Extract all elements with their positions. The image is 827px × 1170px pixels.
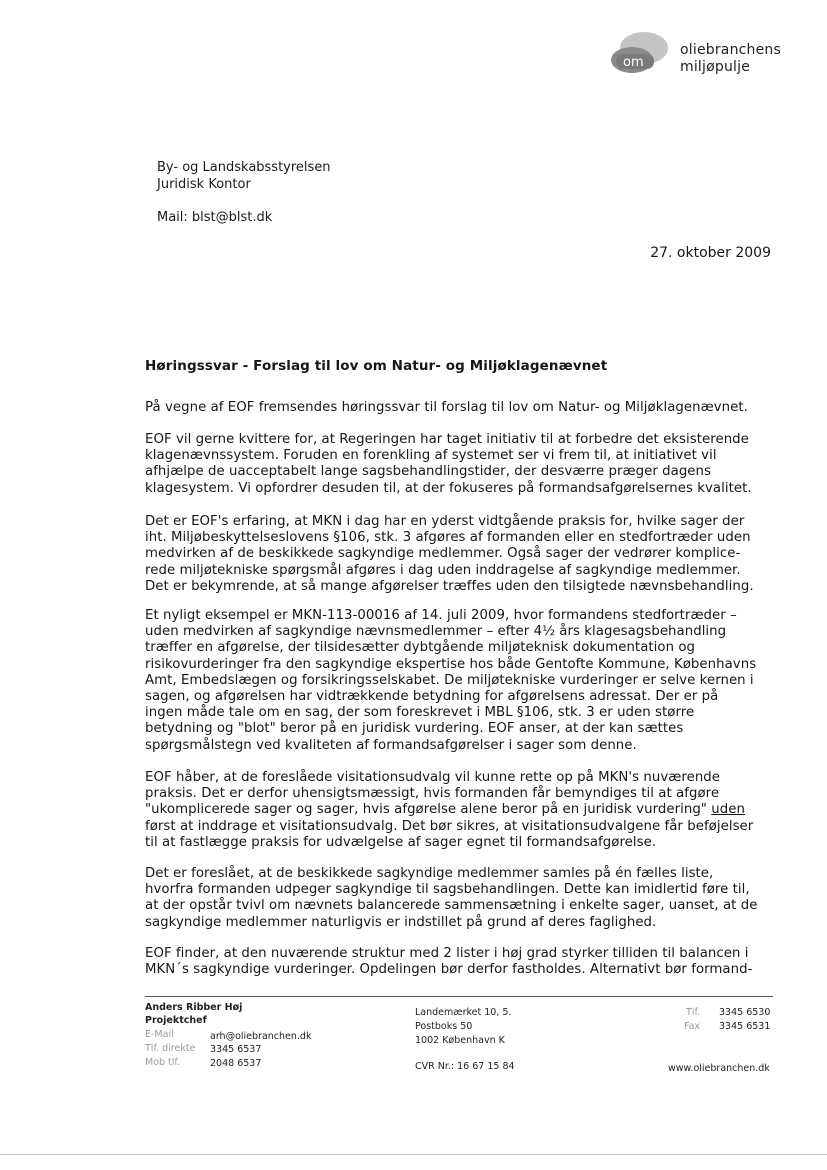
logo-mark-text: om: [623, 55, 644, 70]
text-line: Amt, Embedslægen og forsikringsselskabet. De miljøtekniske vurderinger er selve kernen i: [145, 672, 754, 688]
footer-address-line-3: 1002 København K: [415, 1035, 505, 1046]
footer-name: Anders Ribber Høj: [145, 1002, 243, 1013]
text-line: klagenævnssystem. Foruden en forenkling af systemet ser vi frem til, at initiativet vil: [145, 448, 717, 464]
company-logo-mark: [610, 30, 670, 76]
footer-direct-phone: 3345 6537: [210, 1044, 262, 1055]
text-line: praksis. Det er derfor uhensigtsmæssigt, hvis formanden får bemyndiges til at afgøre: [145, 786, 720, 802]
footer-email[interactable]: arh@oliebranchen.dk: [210, 1031, 312, 1042]
logo-line-1: oliebranchens: [680, 42, 782, 58]
text-line: spørgsmålstegn ved kvaliteten af formandsafgørelser i sager som denne.: [145, 737, 637, 753]
letter-subject: Høringssvar - Forslag til lov om Natur- og Miljøklagenævnet: [145, 358, 608, 374]
text-line: Det er foreslået, at de beskikkede sagkyndige medlemmer samles på én fælles liste,: [145, 866, 714, 881]
text-line: træffer en afgørelse, der tilsidesætter dybtgående miljøteknisk dokumentation og: [145, 640, 696, 656]
text-line: EOF finder, at den nuværende struktur med 2 lister i høj grad styrker tilliden til balancen i: [145, 946, 749, 961]
text-line: iht. Miljøbeskyttelseslovens §106, stk. 3 afgøres af formanden eller en stedfortræder uden: [145, 530, 751, 546]
text-line: Et nyligt eksempel er MKN-113-00016 af 14. juli 2009, hvor formandens stedfortræder –: [145, 608, 737, 623]
paragraph-4: [145, 608, 770, 754]
paragraph-3: [145, 514, 770, 595]
text-line: uden medvirken af sagkyndige nævnsmedlemmer – efter 4½ års klagesagsbehandling: [145, 624, 727, 640]
text-line: EOF vil gerne kvittere for, at Regeringen har taget initiativ til at forbedre det eksisterende: [145, 432, 749, 447]
text-line: betydning og "blot" beror på en juridisk vurdering. EOF anser, at der kan sættes: [145, 721, 684, 737]
footer-fax-label: Fax: [684, 1021, 701, 1032]
logo-line-2: miljøpulje: [680, 59, 751, 75]
recipient-line-1: By- og Landskabsstyrelsen: [157, 160, 331, 175]
letter-date: 27. oktober 2009: [650, 245, 771, 261]
text-line: Det er bekymrende, at så mange afgørelser træffes uden den tilsigtede nævnsbehandling.: [145, 578, 754, 594]
text-line: til at fastlægge praksis for udvælgelse af sager egnet til formandsafgørelse.: [145, 834, 657, 850]
text-line: På vegne af EOF fremsendes høringssvar til forslag til lov om Natur- og Miljøklagenævnet.: [145, 400, 748, 415]
text-line: sagkyndige medlemmer naturligvis er indstillet på grund af deres faglighed.: [145, 914, 657, 930]
paragraph-5: [145, 770, 770, 851]
footer-email-label: E-Mail: [145, 1029, 174, 1040]
text-line: rede miljøtekniske spørgsmål afgøres i dag uden inddragelse af sagkyndige medlemmer.: [145, 562, 741, 578]
text-line: MKN´s sagkyndige vurderinger. Opdelingen bør derfor fastholdes. Alternativt bør formand-: [145, 962, 753, 978]
footer-mobile-phone: 2048 6537: [210, 1058, 262, 1069]
recipient-mail: Mail: blst@blst.dk: [157, 210, 273, 225]
paragraph-6: [145, 866, 770, 931]
footer-divider: [145, 996, 773, 997]
text-line: først at inddrage et visitationsudvalg. Det bør sikres, at visitationsudvalgene får beføjelser: [145, 818, 754, 834]
footer-mobile-label: Mob tlf.: [145, 1057, 181, 1068]
text-line: [145, 802, 770, 818]
text-line: ingen måde tale om en sag, der som foreskrevet i MBL §106, stk. 3 er uden større: [145, 705, 695, 721]
paragraph-1: [145, 400, 770, 416]
footer-website-link[interactable]: www.oliebranchen.dk: [668, 1063, 770, 1074]
footer-tel-label: Tlf.: [686, 1007, 701, 1018]
footer-title: Projektchef: [145, 1015, 207, 1026]
footer-cvr: CVR Nr.: 16 67 15 84: [415, 1061, 515, 1072]
text-line: sagen, og afgørelsen har vidtrækkende betydning for afgørelsens adressat. Der er på: [145, 689, 719, 705]
text-line: klagesystem. Vi opfordrer desuden til, at der fokuseres på formandsafgørelsernes kvalitet.: [145, 480, 752, 496]
footer-fax: 3345 6531: [719, 1021, 771, 1032]
footer-direct-label: Tlf. direkte: [145, 1043, 196, 1054]
text-line: EOF håber, at de foreslåede visitationsudvalg vil kunne rette op på MKN's nuværende: [145, 770, 721, 785]
footer-address-line-1: Landemærket 10, 5.: [415, 1007, 512, 1018]
text-line: afhjælpe de uacceptabelt lange sagsbehandlingstider, der desværre præger dagens: [145, 464, 711, 480]
underlined-word: uden: [711, 802, 745, 818]
footer-tel: 3345 6530: [719, 1007, 771, 1018]
text-quote: "ukomplicerede sager og sager, hvis afgørelse alene beror på en juridisk vurdering": [145, 802, 707, 818]
page-bottom-edge: [0, 1154, 827, 1155]
text-line: at der opstår tvivl om nævnets balancerede sammensætning i enkelte sager, uanset, at de: [145, 898, 758, 914]
recipient-line-2: Juridisk Kontor: [157, 177, 251, 192]
paragraph-7: [145, 946, 770, 978]
paragraph-2: [145, 432, 770, 497]
text-line: medvirken af de beskikkede sagkyndige medlemmer. Også sager der vedrører komplice-: [145, 546, 741, 562]
text-line: hvorfra formanden udpeger sagkyndige til sagsbehandlingen. Dette kan imidlertid føre til,: [145, 882, 750, 898]
text-line: risikovurderinger fra den sagkyndige ekspertise hos både Gentofte Kommune, Københavns: [145, 656, 757, 672]
text-line: Det er EOF's erfaring, at MKN i dag har en yderst vidtgående praksis for, hvilke sager der: [145, 514, 745, 529]
footer-address-line-2: Postboks 50: [415, 1021, 473, 1032]
